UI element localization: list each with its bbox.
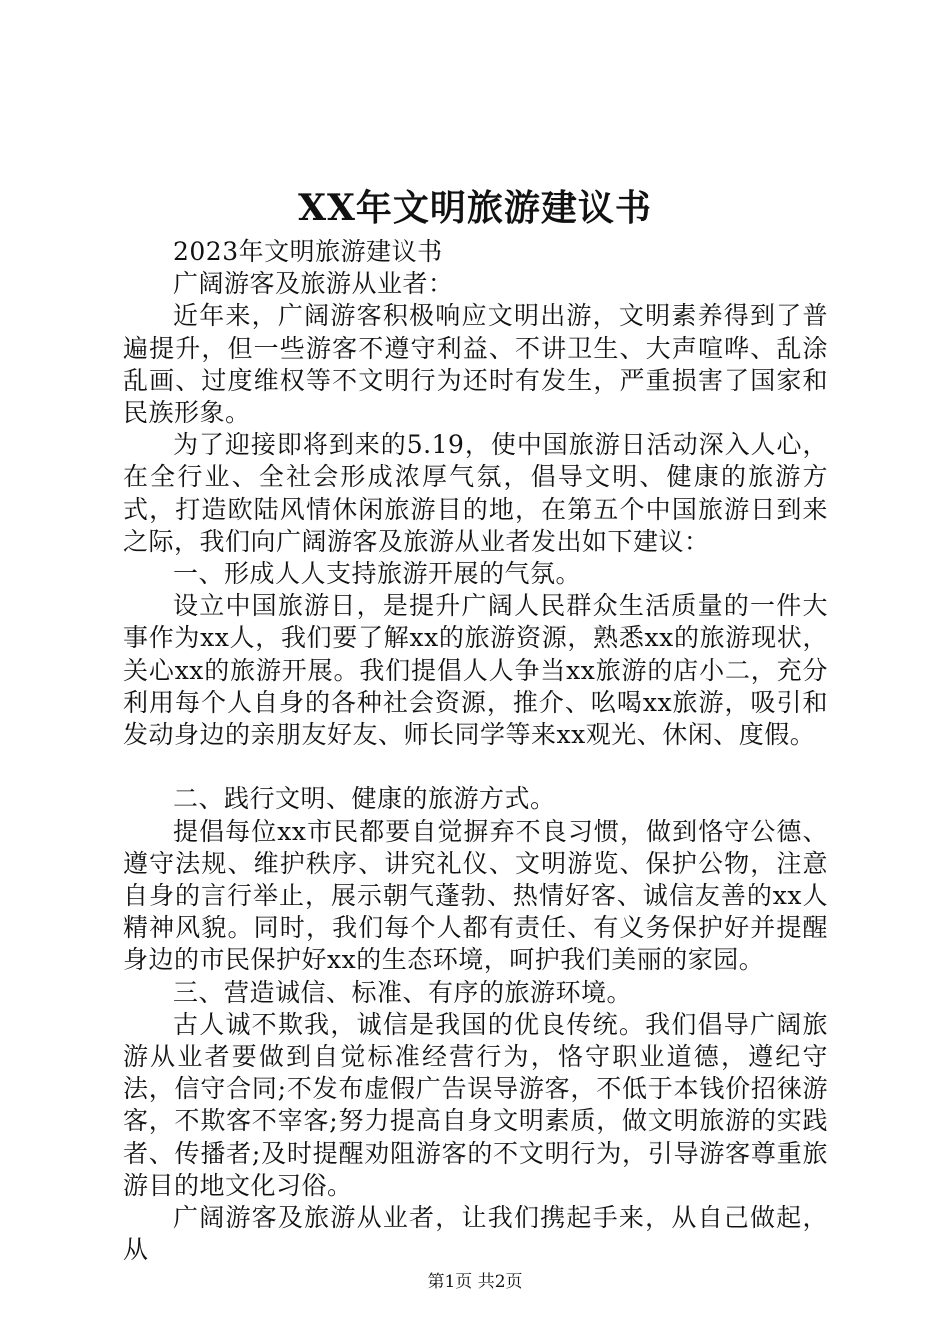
paragraph-section-3: 古人诚不欺我，诚信是我国的优良传统。我们倡导广阔旅游从业者要做到自觉标准经营行为，恪守职业道德，遵纪守法，信守合同;不发布虚假广告误导游客，不低于本钱价招徕游客，不欺客不宰客;努力提高自身文明素质，做文明旅游的实践者、传播者;及时提醒劝阻游客的不文明行为，引导游客尊重旅游目的地文化习俗。 bbox=[123, 1009, 828, 1200]
page-footer: 第1页 共2页 bbox=[427, 1272, 523, 1292]
paragraph-section-2: 提倡每位xx市民都要自觉摒弃不良习惯，做到恪守公德、遵守法规、维护秩序、讲究礼仪、文明游览、保护公物，注意自身的言行举止，展示朝气蓬勃、热情好客、诚信友善的xx人精神风貌。同时，我们每个人都有责任、有义务保护好并提醒身边的市民保护好xx的生态环境，呵护我们美丽的家园。 bbox=[123, 816, 828, 975]
section-heading-1: 一、形成人人支持旅游开展的气氛。 bbox=[173, 559, 582, 589]
paragraph-spacer bbox=[123, 751, 828, 783]
paragraph-subtitle: 2023年文明旅游建议书 bbox=[173, 237, 443, 266]
paragraph-section-1: 设立中国旅游日，是提升广阔人民群众生活质量的一件大事作为xx人，我们要了解xx的旅游资源，熟悉xx的旅游现状，关心xx的旅游开展。我们提倡人人争当xx旅游的店小二，充分利用每个人自身的各种社会资源，推介、吆喝xx旅游，吸引和发动身边的亲朋友好友、师长同学等来xx观光、休闲、度假。 bbox=[123, 591, 828, 750]
document-title: XX年文明旅游建议书 bbox=[298, 187, 652, 229]
document-body bbox=[123, 236, 828, 1266]
paragraph-closing: 广阔游客及旅游从业者，让我们携起手来，从自己做起，从 bbox=[123, 1203, 828, 1265]
paragraph-salutation: 广阔游客及旅游从业者： bbox=[173, 269, 454, 299]
paragraph-intro: 近年来，广阔游客积极响应文明出游，文明素养得到了普遍提升，但一些游客不遵守利益、不讲卫生、大声喧哗、乱涂乱画、过度维权等不文明行为还时有发生，严重损害了国家和民族形象。 bbox=[123, 301, 828, 428]
paragraph-purpose: 为了迎接即将到来的5.19，使中国旅游日活动深入人心，在全行业、全社会形成浓厚气氛，倡导文明、健康的旅游方式，打造欧陆风情休闲旅游目的地，在第五个中国旅游日到来之际，我们向广阔游客及旅游从业者发出如下建议： bbox=[123, 430, 828, 556]
section-heading-2: 二、践行文明、健康的旅游方式。 bbox=[173, 784, 556, 814]
section-heading-3: 三、营造诚信、标准、有序的旅游环境。 bbox=[173, 977, 633, 1007]
